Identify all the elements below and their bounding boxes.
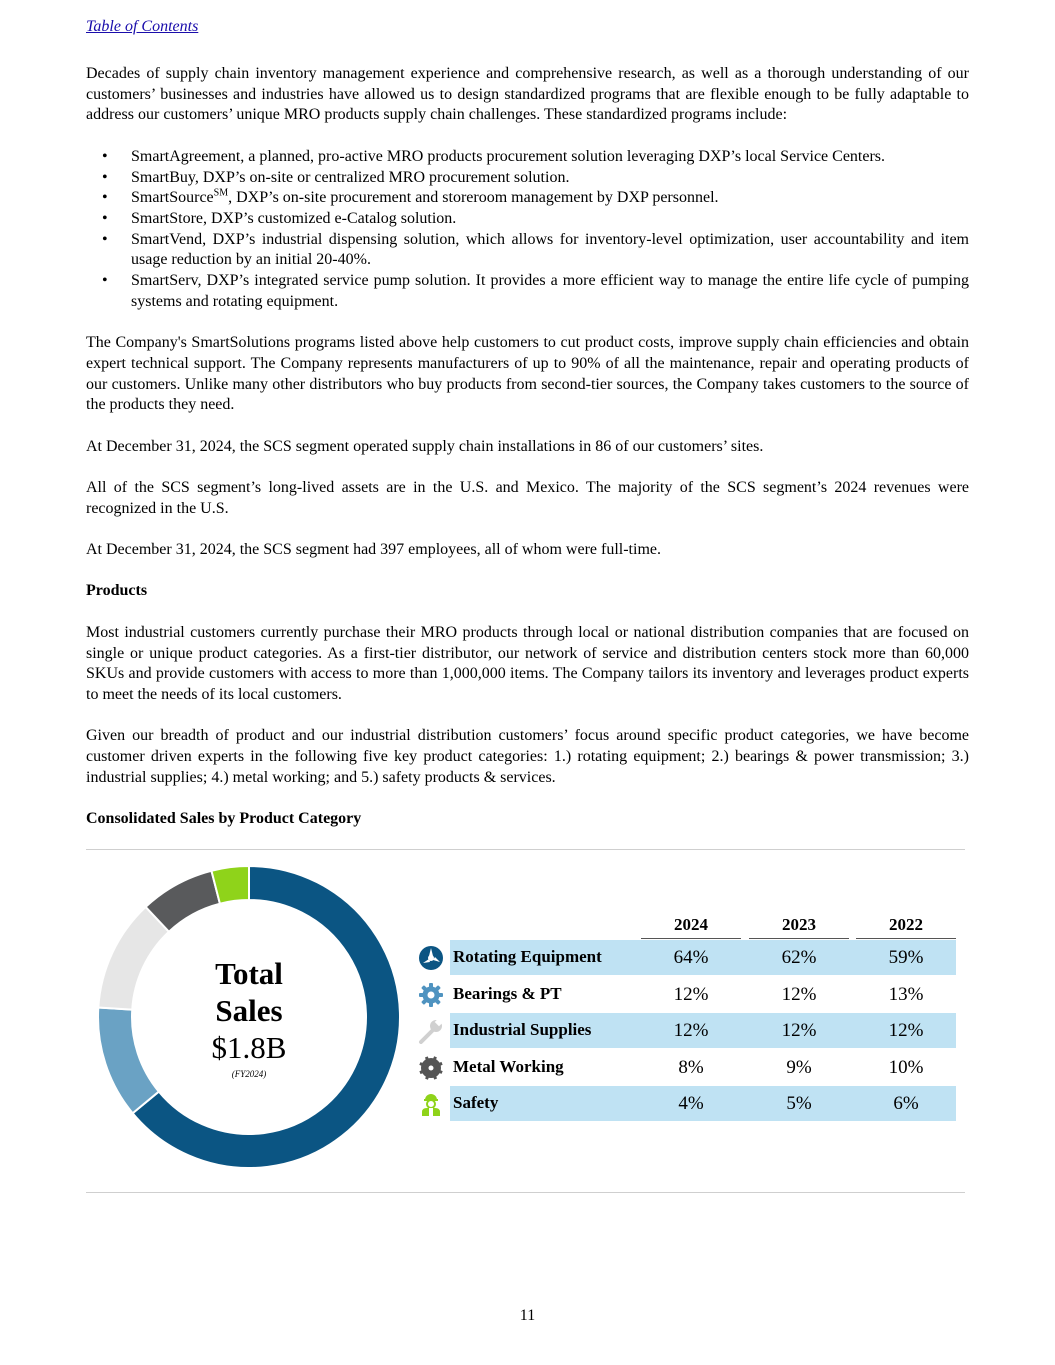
turbine-icon xyxy=(418,945,444,971)
table-row xyxy=(416,977,956,1012)
smart-programs-list xyxy=(86,147,969,313)
list-item: • SmartStore, DXP’s customized e-Catalog solution. xyxy=(102,209,457,227)
chart-heading: Consolidated Sales by Product Category xyxy=(86,810,362,828)
table-cell: 12% xyxy=(781,984,817,1005)
table-row xyxy=(416,1050,956,1085)
page-number: 11 xyxy=(519,1307,536,1324)
intro-paragraph: Decades of supply chain inventory management experience and comprehensive research, as well as a thorough understanding of our customers’ businesses and industries have allowed us to design standardized programs that are flexible enough to be fully adaptable to address our customers’ unique MRO products supply chain challenges. These standardized programs include: xyxy=(86,65,969,124)
saw-blade-icon xyxy=(418,1055,444,1081)
year-header: 2022 xyxy=(856,915,956,939)
assets-paragraph: All of the SCS segment’s long-lived assets are in the U.S. and Mexico. The majority of the SCS segment’s 2024 revenues were recognized in the U.S. xyxy=(86,479,969,517)
category-label: Safety xyxy=(453,1093,499,1112)
category-label: Rotating Equipment xyxy=(453,947,602,966)
table-row xyxy=(416,940,956,975)
list-item: • SmartSource℠, DXP’s on-site procurement and storeroom management by DXP personnel. xyxy=(102,187,719,207)
year-header: 2024 xyxy=(641,915,741,939)
gear-icon xyxy=(418,982,444,1008)
total-sales-amount: $1.8B xyxy=(211,1030,287,1065)
donut-title-line1: Total xyxy=(215,956,283,991)
list-item: • SmartServ, DXP’s integrated service pump solution. It provides a more efficient way to manage the entire life cycle of pumping systems and rotating equipment. xyxy=(102,272,969,310)
table-cell: 9% xyxy=(786,1057,812,1078)
table-cell: 12% xyxy=(673,1020,709,1041)
products-heading: Products xyxy=(86,582,148,600)
table-cell: 62% xyxy=(781,947,817,968)
sites-paragraph: At December 31, 2024, the SCS segment operated supply chain installations in 86 of our customers’ sites. xyxy=(86,437,764,455)
table-cell: 64% xyxy=(673,947,709,968)
table-cell: 6% xyxy=(893,1093,919,1114)
table-of-contents-link[interactable]: Table of Contents xyxy=(86,18,199,35)
list-item: • SmartAgreement, a planned, pro-active MRO products procurement solution leveraging DXP’s local Service Centers. xyxy=(102,147,886,165)
table-row xyxy=(416,1086,956,1121)
category-label: Bearings & PT xyxy=(453,984,562,1003)
category-table xyxy=(416,915,956,1114)
table-cell: 12% xyxy=(781,1020,817,1041)
table-row xyxy=(416,1013,956,1048)
table-cell: 5% xyxy=(786,1093,812,1114)
service-mark: SM xyxy=(213,187,229,199)
fiscal-year-note: (FY2024) xyxy=(231,1069,267,1079)
hardhat-worker-icon xyxy=(418,1091,444,1117)
bottom-divider xyxy=(86,1192,965,1193)
document-body xyxy=(86,18,969,851)
table-cell: 8% xyxy=(678,1057,704,1078)
year-header: 2023 xyxy=(749,915,849,939)
sales-by-category-figure xyxy=(86,849,965,1193)
table-cell: 4% xyxy=(678,1093,704,1114)
breadth-paragraph: Given our breadth of product and our industrial distribution customers’ focus around specific product categories, we have become customer driven experts in the following five key product categories: 1.) rotating equipment; 2.) bearings & power transmission; 3.) industrial supplies; 4.) metal working; and 5.) safety products & services. xyxy=(86,727,969,786)
table-cell: 12% xyxy=(673,984,709,1005)
table-header xyxy=(416,915,956,939)
list-item: • SmartBuy, DXP’s on-site or centralized MRO procurement solution. xyxy=(102,168,570,186)
donut-chart xyxy=(98,866,400,1168)
smartsolutions-paragraph: The Company's SmartSolutions programs listed above help customers to cut product costs, improve supply chain efficiencies and obtain expert technical support. The Company represents manufacturers of up to 90% of all the maintenance, repair and operating products of our customers. Unlike many other distributors who buy products from second-tier sources, the Company takes customers to the source of the products they need. xyxy=(86,334,969,414)
table-cell: 12% xyxy=(888,1020,924,1041)
list-item: • SmartVend, DXP’s industrial dispensing solution, which allows for inventory-level optimization, user accountability and item usage reduction by an initial 20-40%. xyxy=(102,230,969,269)
wrench-icon xyxy=(418,1018,444,1044)
category-label: Industrial Supplies xyxy=(453,1020,592,1039)
table-cell: 13% xyxy=(888,984,924,1005)
employees-paragraph: At December 31, 2024, the SCS segment had 397 employees, all of whom were full-time. xyxy=(86,541,661,559)
table-cell: 59% xyxy=(888,947,924,968)
top-divider xyxy=(86,849,965,850)
category-label: Metal Working xyxy=(453,1057,564,1076)
donut-title-line2: Sales xyxy=(215,993,283,1028)
products-paragraph: Most industrial customers currently purchase their MRO products through local or national distribution companies that are focused on single or unique product categories. As a first-tier distributor, our network of service and distribution centers stock more than 60,000 SKUs and provide customers with access to more than 1,000,000 items. The Company tailors its inventory and leverages product experts to meet the needs of its local customers. xyxy=(86,623,969,703)
donut-center-label xyxy=(98,866,400,1168)
table-cell: 10% xyxy=(888,1057,924,1078)
